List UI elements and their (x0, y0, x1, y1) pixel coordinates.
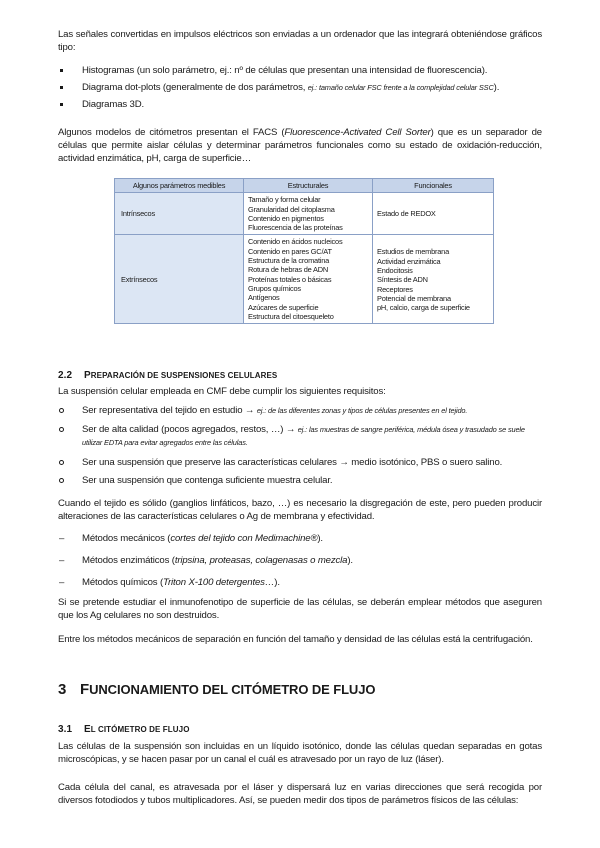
table-row (115, 193, 494, 235)
list-item: – Métodos mecánicos (cortes del tejido con Medimachine®). (58, 532, 542, 545)
cytometer-paragraph-2: Cada célula del canal, es atravesada por el láser y dispersará luz en varias direcciones que será recogida por diversos fotodiodos y tubos multiplicadores. Así, se pueden medir dos tipos de parámetros físicos de las células: (58, 782, 542, 807)
centrifugation-paragraph: Entre los métodos mecánicos de separación en función del tamaño y densidad de las células está la centrifugación. (58, 634, 533, 645)
section-heading-2-2: 2.2 PREPARACIÓN DE SUSPENSIONES CELULARES (58, 370, 278, 381)
list-item: Ser de alta calidad (pocos agregados, restos, …) → ej.: las muestras de sangre periférica, médula ósea y trasudado se suele utilizar EDTA para evitar agregados entre las células. (58, 423, 542, 449)
structural-cell: Contenido en ácidos nucleicos Contenido en pares GC/AT Estructura de la cromatina Rotura de hebras de ADN Proteínas totales o básicas Grupos químicos Antígenos Azúcares de superficie Estructura del citoesqueleto (244, 235, 373, 324)
graph-type-list (58, 64, 542, 112)
structural-cell: Tamaño y forma celular Granularidad del citoplasma Contenido en pigmentos Fluorescencia de las proteínas (244, 193, 373, 235)
list-item: Ser una suspensión que contenga suficiente muestra celular. (58, 474, 542, 487)
section-heading-3: 3 FUNCIONAMIENTO DEL CITÓMETRO DE FLUJO (58, 681, 376, 698)
functional-cell: Estado de REDOX (373, 193, 494, 235)
table-row (115, 235, 494, 324)
table-header-row (115, 179, 494, 193)
cytometer-paragraph-1: Las células de la suspensión son incluidas en un líquido isotónico, donde las células quedan separadas en gotas microscópicas, y se hacen pasar por un canal el cuál es atravesado por un rayo de luz (láser). (58, 741, 542, 766)
list-item: Diagramas 3D. (58, 98, 542, 111)
table-header: Estructurales (244, 179, 373, 193)
facs-paragraph: Algunos modelos de citómetros presentan el FACS (Fluorescence-Activated Cell Sorter) que es un separador de células que permite aislar células y determinar parámetros funcionales como su estado de oxidación-reducción, actividad enzimática, pH, carga de superficie… (58, 127, 542, 165)
list-item: – Métodos químicos (Triton X-100 detergentes…). (58, 576, 542, 589)
list-item: Diagrama dot-plots (generalmente de dos parámetros, ej.: tamaño celular FSC frente a la complejidad celular SSC). (58, 81, 542, 94)
list-item: Histogramas (un solo parámetro, ej.: nº de células que presentan una intensidad de fluorescencia). (58, 64, 542, 77)
list-item: – Métodos enzimáticos (tripsina, proteasas, colagenasas o mezcla). (58, 554, 542, 567)
solid-tissue-paragraph: Cuando el tejido es sólido (ganglios linfáticos, bazo, …) es necesario la disgregación de este, pero pueden producir alteraciones de las características celulares o Ag de membrana y efectividad. (58, 498, 542, 523)
requirements-intro: La suspensión celular empleada en CMF debe cumplir los siguientes requisitos: (58, 386, 386, 397)
list-item: Ser una suspensión que preserve las características celulares → medio isotónico, PBS o suero salino. (58, 456, 542, 469)
row-label: Intrínsecos (115, 193, 244, 235)
table-header: Funcionales (373, 179, 494, 193)
functional-cell: Estudios de membrana Actividad enzimática Endocitosis Síntesis de ADN Receptores Potencial de membrana pH, calcio, carga de superficie (373, 235, 494, 324)
methods-list (58, 532, 542, 590)
parameters-table (114, 178, 494, 324)
requirements-list (58, 404, 542, 487)
table-header: Algunos parámetros medibles (115, 179, 244, 193)
row-label: Extrínsecos (115, 235, 244, 324)
section-heading-3-1: 3.1 EL CITÓMETRO DE FLUJO (58, 724, 190, 735)
intro-paragraph: Las señales convertidas en impulsos eléctricos son enviadas a un ordenador que las integrará obteniéndose gráficos tipo: (58, 29, 542, 54)
list-item: Ser representativa del tejido en estudio → ej.: de las diferentes zonas y tipos de células presentes en el tejido. (58, 404, 542, 417)
immunophenotype-paragraph: Si se pretende estudiar el inmunofenotipo de superficie de las células, se deberán emplear métodos que aseguren que los Ag celulares no son destruidos. (58, 597, 542, 622)
